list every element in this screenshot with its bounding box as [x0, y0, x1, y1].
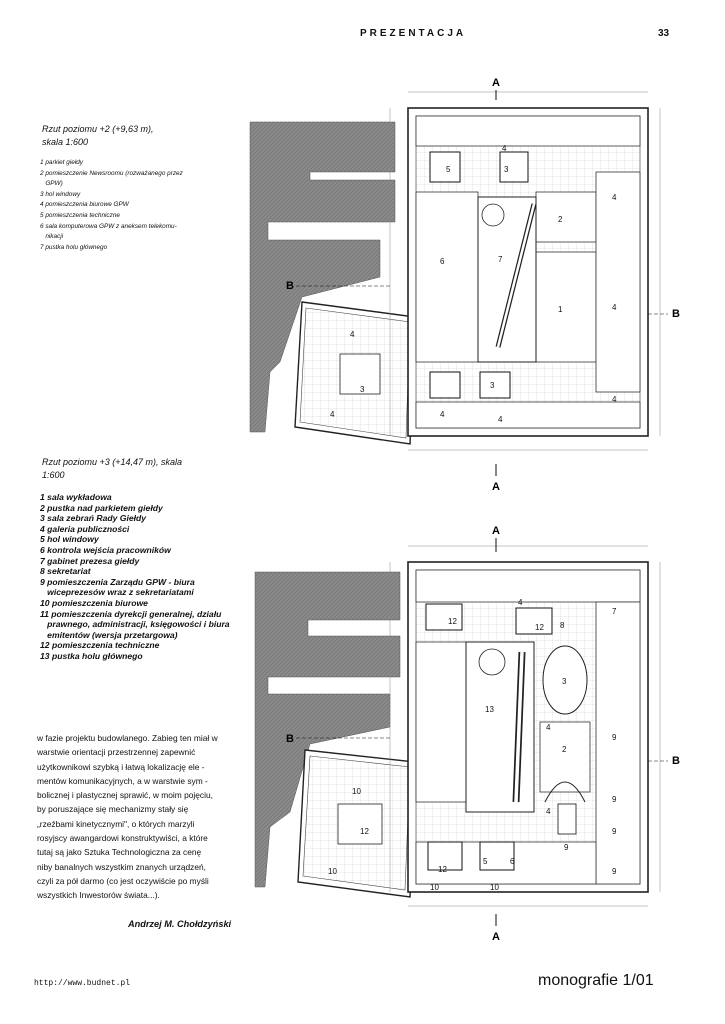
svg-text:4: 4 — [518, 598, 523, 607]
svg-text:12: 12 — [438, 865, 447, 874]
svg-text:3: 3 — [504, 165, 509, 174]
legend-item: 10 pomieszczenia biurowe — [40, 597, 148, 608]
legend-item: 4 pomieszczenia biurowe GPW — [40, 201, 129, 209]
plan-bottom-caption: Rzut poziomu +3 (+14,47 m), skala 1:600 — [42, 457, 183, 480]
legend-item: 8 sekretariat — [40, 566, 91, 577]
svg-text:10: 10 — [328, 867, 337, 876]
svg-text:A: A — [492, 931, 500, 942]
legend-item: 2 pustka nad parkietem giełdy — [40, 502, 163, 513]
legend-item: 5 hol windowy — [40, 534, 99, 545]
legend-item: 1 sala wykładowa — [40, 492, 112, 502]
magazine-issue: monografie 1/01 — [538, 972, 654, 989]
floor-plan-bottom — [240, 512, 680, 942]
svg-text:6: 6 — [510, 857, 515, 866]
svg-text:A: A — [492, 481, 500, 492]
svg-text:2: 2 — [558, 215, 563, 224]
svg-text:10: 10 — [490, 883, 499, 892]
legend-item: 13 pustka holu głównego — [40, 650, 143, 661]
plan-top-caption: Rzut poziomu +2 (+9,63 m), skala 1:600 — [42, 124, 154, 147]
article-line: warstwie orientacji przestrzennej zapewnić — [37, 747, 196, 758]
svg-text:1: 1 — [558, 305, 563, 314]
svg-text:12: 12 — [535, 623, 544, 632]
article-line: użytkownikowi szybką i łatwą lokalizację ele - — [37, 761, 205, 772]
svg-text:B: B — [286, 733, 294, 745]
legend-item: 2 pomieszczenie Newsroomu (rozważanego przez — [40, 169, 183, 177]
article-body — [37, 731, 235, 903]
svg-text:7: 7 — [498, 255, 503, 264]
plan-bottom-legend — [40, 492, 230, 662]
page-header — [0, 28, 725, 44]
svg-text:3: 3 — [360, 385, 365, 394]
legend-item: 7 pustka holu głównego — [40, 243, 108, 251]
svg-text:5: 5 — [446, 165, 451, 174]
svg-text:A: A — [492, 77, 500, 89]
legend-item: wiceprezesów wraz z sekretariatami — [40, 587, 194, 598]
svg-text:10: 10 — [430, 883, 439, 892]
article-line: by poruszające się mechanizmy stały się — [37, 804, 189, 815]
svg-text:12: 12 — [448, 617, 457, 626]
svg-text:B: B — [672, 308, 680, 320]
svg-text:4: 4 — [546, 807, 551, 816]
svg-text:4: 4 — [612, 193, 617, 202]
svg-text:4: 4 — [440, 410, 445, 419]
plan-top-legend — [40, 158, 183, 253]
svg-text:7: 7 — [612, 607, 617, 616]
svg-text:4: 4 — [350, 330, 355, 339]
svg-text:4: 4 — [612, 303, 617, 312]
article-line: „rzeźbami kinetycznymi", o których marzyli — [37, 818, 195, 829]
article-line: rosyjscy awangardowi konstruktywiści, a które — [37, 833, 208, 844]
article-author: Andrzej M. Chołdzyński — [128, 919, 232, 929]
article-line: czyli za pół darmo (co jest oczywiście po myśli — [37, 875, 209, 886]
svg-text:9: 9 — [612, 827, 617, 836]
legend-item: prawnego, administracji, księgowości i biura — [40, 619, 230, 630]
svg-text:B: B — [286, 280, 294, 292]
article-line: bolicznej i plastycznej sprawić, w moim pojęciu, — [37, 790, 213, 801]
article-line: wszystkich Inwestorów świata...). — [37, 890, 160, 901]
legend-item: 5 pomieszczenia techniczne — [40, 211, 120, 219]
page-number: 33 — [658, 28, 670, 39]
svg-text:4: 4 — [612, 395, 617, 404]
article-line: mentów komunikacyjnych, a w warstwie sym - — [37, 775, 208, 786]
svg-text:10: 10 — [352, 787, 361, 796]
svg-text:5: 5 — [483, 857, 488, 866]
svg-text:8: 8 — [560, 621, 565, 630]
svg-text:4: 4 — [330, 410, 335, 419]
legend-item: emitentów (wersja przetargowa) — [40, 629, 178, 640]
legend-item: nikacji — [40, 233, 64, 241]
legend-item: 12 pomieszczenia techniczne — [40, 640, 160, 651]
legend-item: 6 kontrola wejścia pracowników — [40, 544, 171, 555]
svg-text:3: 3 — [562, 677, 567, 686]
floor-plan-top — [240, 72, 680, 492]
legend-item: 9 pomieszczenia Zarządu GPW - biura — [40, 576, 195, 587]
svg-text:6: 6 — [440, 257, 445, 266]
svg-text:2: 2 — [562, 745, 567, 754]
svg-text:9: 9 — [612, 867, 617, 876]
legend-item: 1 parkiet giełdy — [40, 159, 83, 166]
legend-item: GPW) — [40, 180, 63, 188]
legend-item: 3 hol windowy — [40, 190, 81, 198]
svg-text:13: 13 — [485, 705, 494, 714]
svg-text:9: 9 — [612, 733, 617, 742]
svg-text:A: A — [492, 525, 500, 537]
article-line: niby banalnych wszystkim znanych urządzeń, — [37, 861, 206, 872]
footer-url-link[interactable]: http://www.budnet.pl — [34, 979, 131, 988]
svg-text:B: B — [672, 755, 680, 767]
legend-item: 11 pomieszczenia dyrekcji generalnej, działu — [40, 608, 222, 619]
legend-item: 6 sala komputerowa GPW z aneksem telekomu- — [40, 222, 177, 230]
svg-text:4: 4 — [546, 723, 551, 732]
svg-text:9: 9 — [564, 843, 569, 852]
legend-item: 7 gabinet prezesa giełdy — [40, 555, 140, 566]
svg-text:12: 12 — [360, 827, 369, 836]
legend-item: 4 galeria publiczności — [40, 523, 130, 534]
svg-text:3: 3 — [490, 381, 495, 390]
article-line: w fazie projektu budowlanego. Zabieg ten miał w — [37, 733, 218, 743]
article-line: tutaj są jako Sztuka Technologiczna za cenę — [37, 847, 202, 858]
section-title: PREZENTACJA — [360, 28, 467, 39]
legend-item: 3 sala zebrań Rady Giełdy — [40, 513, 147, 524]
svg-text:9: 9 — [612, 795, 617, 804]
svg-text:4: 4 — [498, 415, 503, 424]
svg-text:4: 4 — [502, 144, 507, 153]
